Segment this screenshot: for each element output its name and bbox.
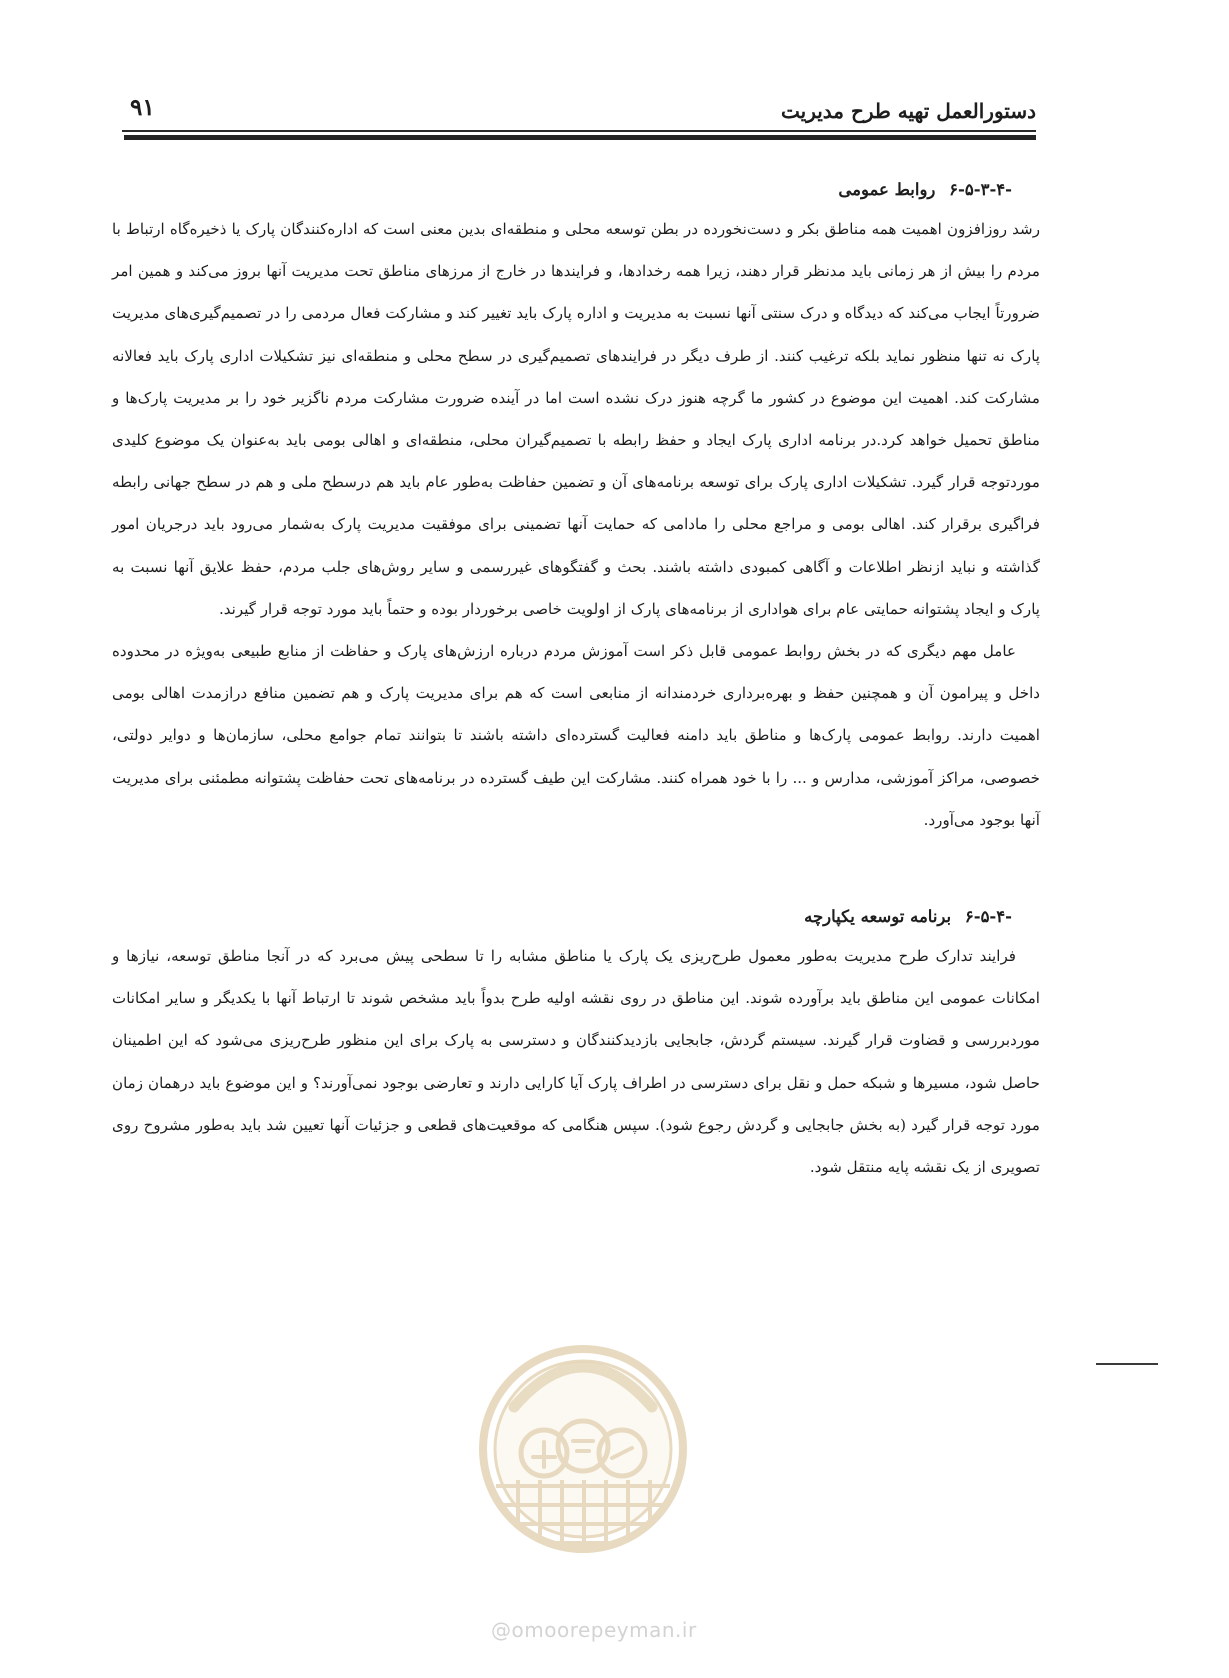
watermark-seal [476,1335,690,1563]
running-header [122,84,1036,124]
section-title: برنامه توسعه یکپارچه [804,907,952,927]
section-integrated-development [112,903,1040,1188]
header-rule-thick [124,135,1036,140]
page-number: ۹۱ [130,94,155,121]
margin-dash [1096,1363,1158,1365]
page-body [112,176,1040,1188]
section-spacer [112,841,1040,901]
body-paragraph: عامل مهم دیگری که در بخش روابط عمومی قابل ذکر است آموزش مردم درباره ارزش‌های پارک و حفاظت از منابع طبیعی به‌ویژه در محدوده داخل و پیرامون آن و همچنین حفظ و بهره‌برداری خردمندانه از منابعی است که هم برای مدیریت پارک و هم تضمین منافع درازمدت اهالی بومی اهمیت دارند. روابط عمومی پارک‌ها و مناطق باید دامنه فعالیت گسترده‌ای داشته باشند تا بتوانند تمام جوامع محلی، سازمان‌ها و دوایر دولتی، خصوصی، مراکز آموزشی، مدارس و ... را با خود همراه کنند. مشارکت این طیف گسترده در برنامه‌های تحت حفاظت پشتوانه مطمئنی برای مدیریت آنها بوجود می‌آورد. [112,642,1040,829]
section-number: ۶-۵-۴- [964,907,1012,927]
section-heading [112,903,1038,931]
section-heading [112,176,1038,204]
section-number: ۶-۵-۳-۴- [949,180,1012,199]
section-title: روابط عمومی [838,180,936,199]
section-public-relations [112,176,1040,841]
header-rule-thin [122,130,1036,132]
running-title: دستورالعمل تهیه طرح مدیریت [780,99,1036,123]
watermark-url: @omoorepeyman.ir [491,1618,697,1642]
body-paragraph: فرایند تدارک طرح مدیریت به‌طور معمول طرح‌ریزی یک پارک یا مناطق مشابه را تا سطحی پیش می‌برد که در آنجا مناطق توسعه، نیازها و امکانات عمومی این مناطق باید برآورده شوند. این مناطق در روی نقشه اولیه طرح بدواً باید مشخص شوند تا ارتباط آنها با یکدیگر و سایر امکانات موردبررسی و قضاوت قرار گیرند. سیستم گردش، جابجایی بازدیدکنندگان و دسترسی به پارک برای این منظور طرح‌ریزی می‌شود که این اطمینان حاصل شود، مسیرها و شبکه حمل و نقل برای دسترسی در اطراف پارک آیا کارایی دارند و تعارضی بوجود نمی‌آورند؟ و این موضوع باید درهمان زمان مورد توجه قرار گیرد (به بخش جابجایی و گردش رجوع شود). سپس هنگامی که موقعیت‌های قطعی و جزئیات آنها تعیین شد باید به‌طور مشروح روی تصویری از یک نقشه پایه منتقل شود. [112,947,1040,1177]
body-paragraph: رشد روزافزون اهمیت همه مناطق بکر و دست‌نخورده در بطن توسعه محلی و منطقه‌ای بدین معنی است که اداره‌کنندگان پارک یا ذخیره‌گاه ارتباط با مردم را بیش از هر زمانی باید مدنظر قرار دهند، زیرا همه رخدادها، و فرایندها در خارج از مرزهای مناطق تحت مدیریت آنها بروز می‌کند و همین امر ضرورتاً ایجاب می‌کند که دیدگاه و درک سنتی آنها نسبت به مدیریت و اداره پارک باید تغییر کند و مشارکت فعال مردمی را در تصمیم‌گیری‌های مدیریت پارک نه تنها منظور نماید بلکه ترغیب کنند. از طرف دیگر در فرایندهای تصمیم‌گیری در سطح محلی و منطقه‌ای نیز تشکیلات اداری پارک باید فعالانه مشارکت کند. اهمیت این موضوع در کشور ما گرچه هنوز درک نشده است اما در آینده ضرورت مشارکت مردم ناگزیر خود را بر مدیریت پارک‌ها و مناطق تحمیل خواهد کرد.در برنامه اداری پارک ایجاد و حفظ رابطه با تصمیم‌گیران محلی، منطقه‌ای و اهالی بومی باید به‌عنوان یک موضوع کلیدی موردتوجه قرار گیرد. تشکیلات اداری پارک برای توسعه برنامه‌های آن و تضمین حفاظت به‌طور عام باید هم درسطح ملی و هم در سطح جهانی رابطه فراگیری برقرار کند. اهالی بومی و مراجع محلی را مادامی که حمایت آنها تضمینی برای موفقیت مدیریت پارک به‌شمار می‌رود باید درجریان امور گذاشته و نباید ازنظر اطلاعات و آگاهی کمبودی داشته باشند. بحث و گفتگوهای غیررسمی و سایر روش‌های جلب مردم، حفظ علایق آنها نسبت به پارک و ایجاد پشتوانه حمایتی عام برای هواداری از برنامه‌های پارک از اولویت خاصی برخوردار بوده و حتماً باید مورد توجه قرار گیرند. [112,220,1040,618]
